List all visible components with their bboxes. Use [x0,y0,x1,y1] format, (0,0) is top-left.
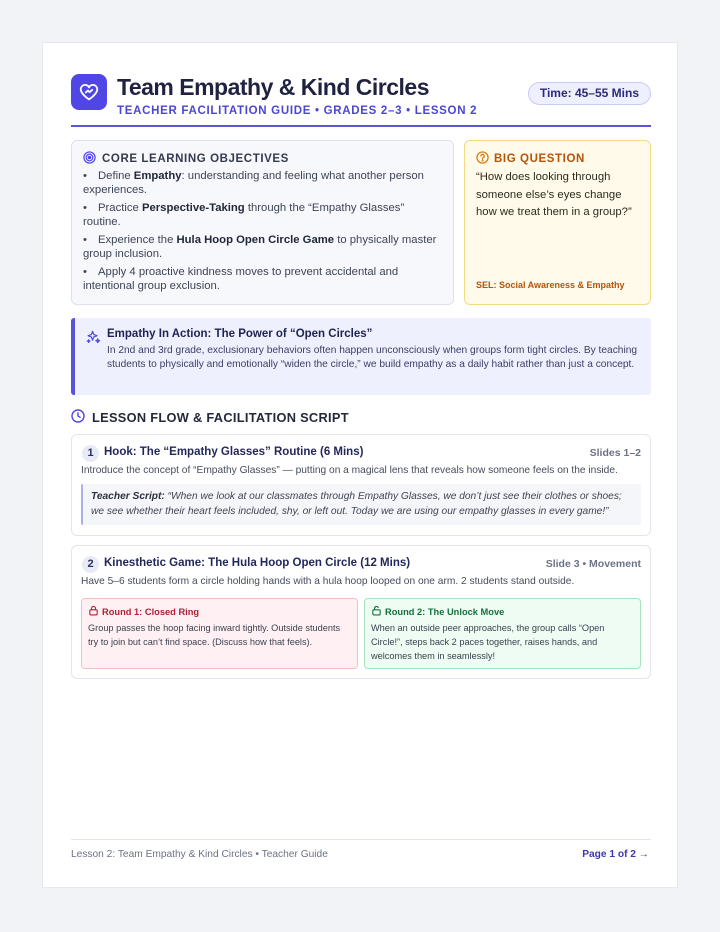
target-icon [83,151,96,167]
step-number: 2 [82,556,99,573]
list-item: • Practice Perspective-Taking through the “Empathy Glasses” routine. [83,202,405,228]
header-divider [71,125,651,127]
step-number: 1 [82,445,99,462]
round-title: Round 1: Closed Ring [102,606,200,617]
step-card [71,434,651,536]
round-body: When an outside peer approaches, the group calls “Open Circle!”, steps back 2 paces together, raises hands, and welcomes them in seamlessly! [371,623,605,661]
list-item: • Experience the Hula Hoop Open Circle Game to physically master group inclusion. [83,234,437,260]
lock-open-icon [371,605,382,618]
step-meta: Slides 1–2 [589,447,641,459]
time-badge: Time: 45–55 Mins [528,82,651,105]
round-title: Round 2: The Unlock Move [385,606,505,617]
big-question-card [464,140,651,305]
page-subtitle: TEACHER FACILITATION GUIDE • GRADES 2–3 • LESSON 2 [117,105,478,117]
round-card-closed-ring [81,598,358,669]
step-title: Kinesthetic Game: The Hula Hoop Open Circle (12 Mins) [104,557,411,569]
objectives-card [71,140,454,305]
round-body: Group passes the hoop facing inward tightly. Outside students try to join but can’t find space. (Discuss how that feels). [88,623,341,647]
clock-icon [71,409,85,426]
footer-divider [71,839,651,840]
page-header [71,74,651,126]
step-title: Hook: The “Empathy Glasses” Routine (6 Mins) [104,446,364,458]
footer-text: Lesson 2: Team Empathy & Kind Circles • Teacher Guide [71,849,328,860]
step-description: Introduce the concept of “Empathy Glasses” — putting on a magical lens that reveals how someone feels on the inside. [81,465,618,476]
list-item: • Define Empathy: understanding and feeling what another person experiences. [83,170,424,196]
sparkle-icon [86,329,101,349]
objectives-heading [83,151,289,167]
step-card [71,545,651,679]
step-description: Have 5–6 students form a circle holding hands with a hula hoop looped on one arm. 2 students stand outside. [81,576,575,587]
objectives-heading-label: CORE LEARNING OBJECTIVES [102,153,289,165]
empathy-callout [71,318,651,395]
teacher-script: Teacher Script: “When we look at our classmates through Empathy Glasses, we don’t just see their clothes or shoes; we see whether their heart feels included, shy, or left out. Today we are using our empathy glasses in every game!” [81,484,641,525]
objectives-list [83,169,443,297]
question-circle-icon [476,151,489,167]
big-question-heading: BIG QUESTION [476,151,585,167]
page-title: Team Empathy & Kind Circles [117,74,429,100]
callout-body: In 2nd and 3rd grade, exclusionary behaviors often happen unconsciously when groups form tight circles. By teaching students to physically and emotionally “widen the circle,” we build empathy as a daily habit rather than just a concept. [107,345,638,370]
heart-hands-icon [71,74,107,110]
step-meta: Slide 3 • Movement [545,558,641,570]
big-question-text: “How does looking through someone else’s eyes change how we treat them in a group?” [476,171,632,218]
lesson-page [42,42,678,888]
lock-closed-icon [88,605,99,618]
callout-title: Empathy In Action: The Power of “Open Circles” [107,328,373,340]
sel-tag: SEL: Social Awareness & Empathy [476,280,625,290]
page-indicator[interactable]: Page 1 of 2 → [582,849,649,860]
list-item: • Apply 4 proactive kindness moves to prevent accidental and intentional group exclusion. [83,266,399,292]
round-card-unlock-move [364,598,641,669]
lesson-flow-heading: LESSON FLOW & FACILITATION SCRIPT [71,409,349,426]
